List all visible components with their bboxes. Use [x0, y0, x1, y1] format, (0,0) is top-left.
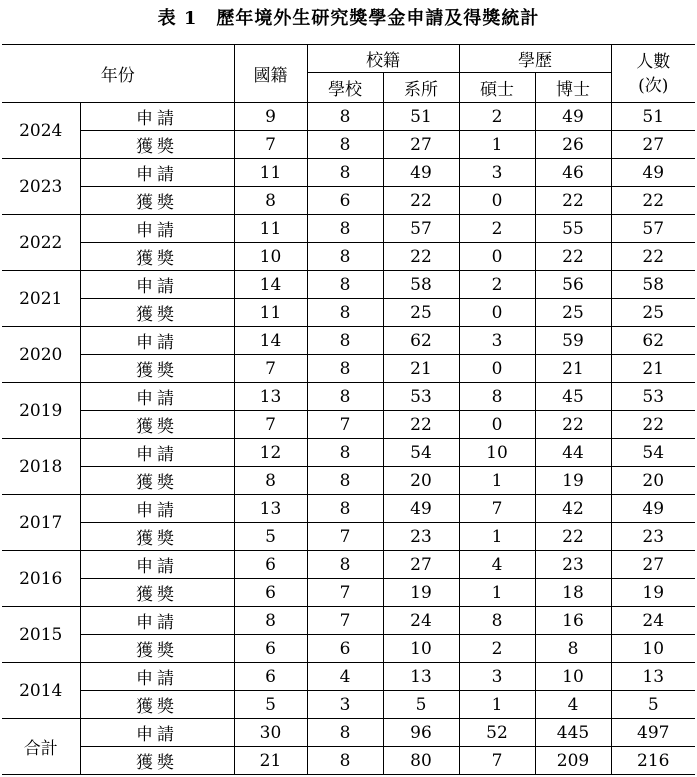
nationality-cell: 6: [234, 579, 307, 607]
phd-cell: 55: [535, 215, 611, 243]
category-award-cell: 獲獎: [80, 299, 234, 327]
people-cell: 24: [611, 607, 695, 635]
school-cell: 8: [307, 131, 383, 159]
department-cell: 49: [383, 495, 459, 523]
category-award-cell: 獲獎: [80, 747, 234, 775]
category-apply-cell: 申請: [80, 663, 234, 691]
phd-cell: 19: [535, 467, 611, 495]
nationality-cell: 6: [234, 663, 307, 691]
table-row: [2, 243, 695, 271]
year-cell: 2024: [2, 103, 80, 159]
category-award-cell: 獲獎: [80, 579, 234, 607]
department-cell: 20: [383, 467, 459, 495]
department-cell: 10: [383, 635, 459, 663]
people-cell: 497: [611, 719, 695, 747]
school-cell: 8: [307, 551, 383, 579]
header-school-origin: 校籍: [307, 45, 459, 73]
people-cell: 27: [611, 131, 695, 159]
table-row: [2, 635, 695, 663]
table-row: [2, 691, 695, 719]
school-cell: 7: [307, 523, 383, 551]
department-cell: 22: [383, 187, 459, 215]
people-cell: 25: [611, 299, 695, 327]
table-row: [2, 747, 695, 775]
master-cell: 1: [459, 579, 535, 607]
school-cell: 6: [307, 187, 383, 215]
table-row: [2, 607, 695, 635]
school-cell: 8: [307, 215, 383, 243]
header-nationality: 國籍: [234, 45, 307, 103]
category-apply-cell: 申請: [80, 383, 234, 411]
header-year: 年份: [2, 45, 234, 103]
year-cell: 2017: [2, 495, 80, 551]
phd-cell: 42: [535, 495, 611, 523]
department-cell: 96: [383, 719, 459, 747]
nationality-cell: 7: [234, 411, 307, 439]
people-cell: 5: [611, 691, 695, 719]
nationality-cell: 14: [234, 327, 307, 355]
table-row: [2, 495, 695, 523]
table-row: [2, 551, 695, 579]
year-cell: 2023: [2, 159, 80, 215]
department-cell: 80: [383, 747, 459, 775]
school-cell: 7: [307, 411, 383, 439]
nationality-cell: 6: [234, 551, 307, 579]
people-cell: 22: [611, 243, 695, 271]
table-row: [2, 439, 695, 467]
header-people: [611, 45, 695, 103]
school-cell: 8: [307, 467, 383, 495]
master-cell: 1: [459, 691, 535, 719]
table-row: [2, 103, 695, 131]
department-cell: 13: [383, 663, 459, 691]
master-cell: 1: [459, 523, 535, 551]
master-cell: 3: [459, 663, 535, 691]
department-cell: 5: [383, 691, 459, 719]
school-cell: 8: [307, 439, 383, 467]
school-cell: 3: [307, 691, 383, 719]
department-cell: 22: [383, 243, 459, 271]
table-row: [2, 383, 695, 411]
nationality-cell: 21: [234, 747, 307, 775]
phd-cell: 49: [535, 103, 611, 131]
table-row: [2, 467, 695, 495]
category-apply-cell: 申請: [80, 719, 234, 747]
department-cell: 53: [383, 383, 459, 411]
people-cell: 23: [611, 523, 695, 551]
people-cell: 27: [611, 551, 695, 579]
phd-cell: 445: [535, 719, 611, 747]
department-cell: 27: [383, 131, 459, 159]
master-cell: 52: [459, 719, 535, 747]
department-cell: 51: [383, 103, 459, 131]
phd-cell: 45: [535, 383, 611, 411]
year-cell: 2018: [2, 439, 80, 495]
phd-cell: 22: [535, 411, 611, 439]
people-cell: 216: [611, 747, 695, 775]
nationality-cell: 13: [234, 495, 307, 523]
header-school: 學校: [307, 73, 383, 103]
people-cell: 49: [611, 159, 695, 187]
category-award-cell: 獲獎: [80, 355, 234, 383]
year-cell: 2014: [2, 663, 80, 719]
master-cell: 1: [459, 131, 535, 159]
people-cell: 10: [611, 635, 695, 663]
people-cell: 53: [611, 383, 695, 411]
people-cell: 62: [611, 327, 695, 355]
header-master: 碩士: [459, 73, 535, 103]
category-apply-cell: 申請: [80, 551, 234, 579]
header-department: 系所: [383, 73, 459, 103]
year-cell: 2020: [2, 327, 80, 383]
school-cell: 8: [307, 355, 383, 383]
year-cell: 2019: [2, 383, 80, 439]
nationality-cell: 8: [234, 187, 307, 215]
table-row: [2, 663, 695, 691]
phd-cell: 26: [535, 131, 611, 159]
phd-cell: 22: [535, 187, 611, 215]
nationality-cell: 8: [234, 607, 307, 635]
people-cell: 22: [611, 411, 695, 439]
people-cell: 20: [611, 467, 695, 495]
school-cell: 8: [307, 383, 383, 411]
category-award-cell: 獲獎: [80, 411, 234, 439]
table-row: [2, 327, 695, 355]
school-cell: 8: [307, 719, 383, 747]
school-cell: 6: [307, 635, 383, 663]
phd-cell: 56: [535, 271, 611, 299]
master-cell: 1: [459, 467, 535, 495]
school-cell: 7: [307, 607, 383, 635]
department-cell: 24: [383, 607, 459, 635]
people-cell: 22: [611, 187, 695, 215]
master-cell: 8: [459, 383, 535, 411]
header-row-1: [2, 45, 695, 73]
people-cell: 49: [611, 495, 695, 523]
department-cell: 25: [383, 299, 459, 327]
master-cell: 10: [459, 439, 535, 467]
department-cell: 21: [383, 355, 459, 383]
master-cell: 8: [459, 607, 535, 635]
phd-cell: 209: [535, 747, 611, 775]
school-cell: 8: [307, 327, 383, 355]
master-cell: 0: [459, 411, 535, 439]
table-row: [2, 271, 695, 299]
category-award-cell: 獲獎: [80, 635, 234, 663]
department-cell: 19: [383, 579, 459, 607]
table-row: [2, 719, 695, 747]
master-cell: 4: [459, 551, 535, 579]
master-cell: 0: [459, 299, 535, 327]
master-cell: 2: [459, 103, 535, 131]
nationality-cell: 5: [234, 691, 307, 719]
category-award-cell: 獲獎: [80, 691, 234, 719]
nationality-cell: 14: [234, 271, 307, 299]
phd-cell: 4: [535, 691, 611, 719]
school-cell: 8: [307, 159, 383, 187]
nationality-cell: 6: [234, 635, 307, 663]
header-phd: 博士: [535, 73, 611, 103]
phd-cell: 22: [535, 523, 611, 551]
category-award-cell: 獲獎: [80, 467, 234, 495]
category-award-cell: 獲獎: [80, 131, 234, 159]
table-row: [2, 187, 695, 215]
header-people-line1: 人數: [636, 51, 671, 72]
category-apply-cell: 申請: [80, 103, 234, 131]
table-title: 表 1 歷年境外生研究獎學金申請及得獎統計: [157, 8, 540, 29]
year-cell: 合計: [2, 719, 80, 775]
nationality-cell: 13: [234, 383, 307, 411]
master-cell: 2: [459, 635, 535, 663]
master-cell: 7: [459, 495, 535, 523]
people-cell: 57: [611, 215, 695, 243]
nationality-cell: 11: [234, 299, 307, 327]
phd-cell: 44: [535, 439, 611, 467]
people-cell: 13: [611, 663, 695, 691]
category-apply-cell: 申請: [80, 271, 234, 299]
master-cell: 0: [459, 355, 535, 383]
category-award-cell: 獲獎: [80, 243, 234, 271]
people-cell: 58: [611, 271, 695, 299]
table-row: [2, 131, 695, 159]
people-cell: 54: [611, 439, 695, 467]
master-cell: 2: [459, 271, 535, 299]
phd-cell: 25: [535, 299, 611, 327]
master-cell: 3: [459, 159, 535, 187]
table-row: [2, 299, 695, 327]
department-cell: 54: [383, 439, 459, 467]
category-apply-cell: 申請: [80, 439, 234, 467]
school-cell: 7: [307, 579, 383, 607]
phd-cell: 22: [535, 243, 611, 271]
category-award-cell: 獲獎: [80, 523, 234, 551]
nationality-cell: 30: [234, 719, 307, 747]
master-cell: 3: [459, 327, 535, 355]
category-apply-cell: 申請: [80, 495, 234, 523]
school-cell: 8: [307, 271, 383, 299]
nationality-cell: 11: [234, 215, 307, 243]
year-cell: 2016: [2, 551, 80, 607]
school-cell: 8: [307, 495, 383, 523]
master-cell: 0: [459, 243, 535, 271]
people-cell: 51: [611, 103, 695, 131]
phd-cell: 23: [535, 551, 611, 579]
table-row: [2, 579, 695, 607]
table-row: [2, 411, 695, 439]
year-cell: 2021: [2, 271, 80, 327]
nationality-cell: 8: [234, 467, 307, 495]
master-cell: 2: [459, 215, 535, 243]
department-cell: 22: [383, 411, 459, 439]
phd-cell: 16: [535, 607, 611, 635]
category-apply-cell: 申請: [80, 159, 234, 187]
table-row: [2, 523, 695, 551]
nationality-cell: 7: [234, 131, 307, 159]
category-award-cell: 獲獎: [80, 187, 234, 215]
year-cell: 2015: [2, 607, 80, 663]
nationality-cell: 5: [234, 523, 307, 551]
table-row: [2, 159, 695, 187]
people-cell: 19: [611, 579, 695, 607]
phd-cell: 59: [535, 327, 611, 355]
nationality-cell: 11: [234, 159, 307, 187]
year-cell: 2022: [2, 215, 80, 271]
nationality-cell: 7: [234, 355, 307, 383]
phd-cell: 46: [535, 159, 611, 187]
school-cell: 8: [307, 299, 383, 327]
category-apply-cell: 申請: [80, 327, 234, 355]
department-cell: 58: [383, 271, 459, 299]
category-apply-cell: 申請: [80, 607, 234, 635]
department-cell: 62: [383, 327, 459, 355]
department-cell: 27: [383, 551, 459, 579]
department-cell: 57: [383, 215, 459, 243]
people-cell: 21: [611, 355, 695, 383]
header-degree: 學歷: [459, 45, 611, 73]
table-row: [2, 215, 695, 243]
department-cell: 49: [383, 159, 459, 187]
header-people-line2: (次): [638, 75, 669, 96]
phd-cell: 21: [535, 355, 611, 383]
phd-cell: 10: [535, 663, 611, 691]
master-cell: 7: [459, 747, 535, 775]
master-cell: 0: [459, 187, 535, 215]
school-cell: 8: [307, 747, 383, 775]
nationality-cell: 10: [234, 243, 307, 271]
school-cell: 8: [307, 243, 383, 271]
phd-cell: 8: [535, 635, 611, 663]
department-cell: 23: [383, 523, 459, 551]
nationality-cell: 9: [234, 103, 307, 131]
nationality-cell: 12: [234, 439, 307, 467]
table-row: [2, 355, 695, 383]
school-cell: 8: [307, 103, 383, 131]
category-apply-cell: 申請: [80, 215, 234, 243]
phd-cell: 18: [535, 579, 611, 607]
scholarship-statistics-table: [2, 44, 695, 775]
school-cell: 4: [307, 663, 383, 691]
